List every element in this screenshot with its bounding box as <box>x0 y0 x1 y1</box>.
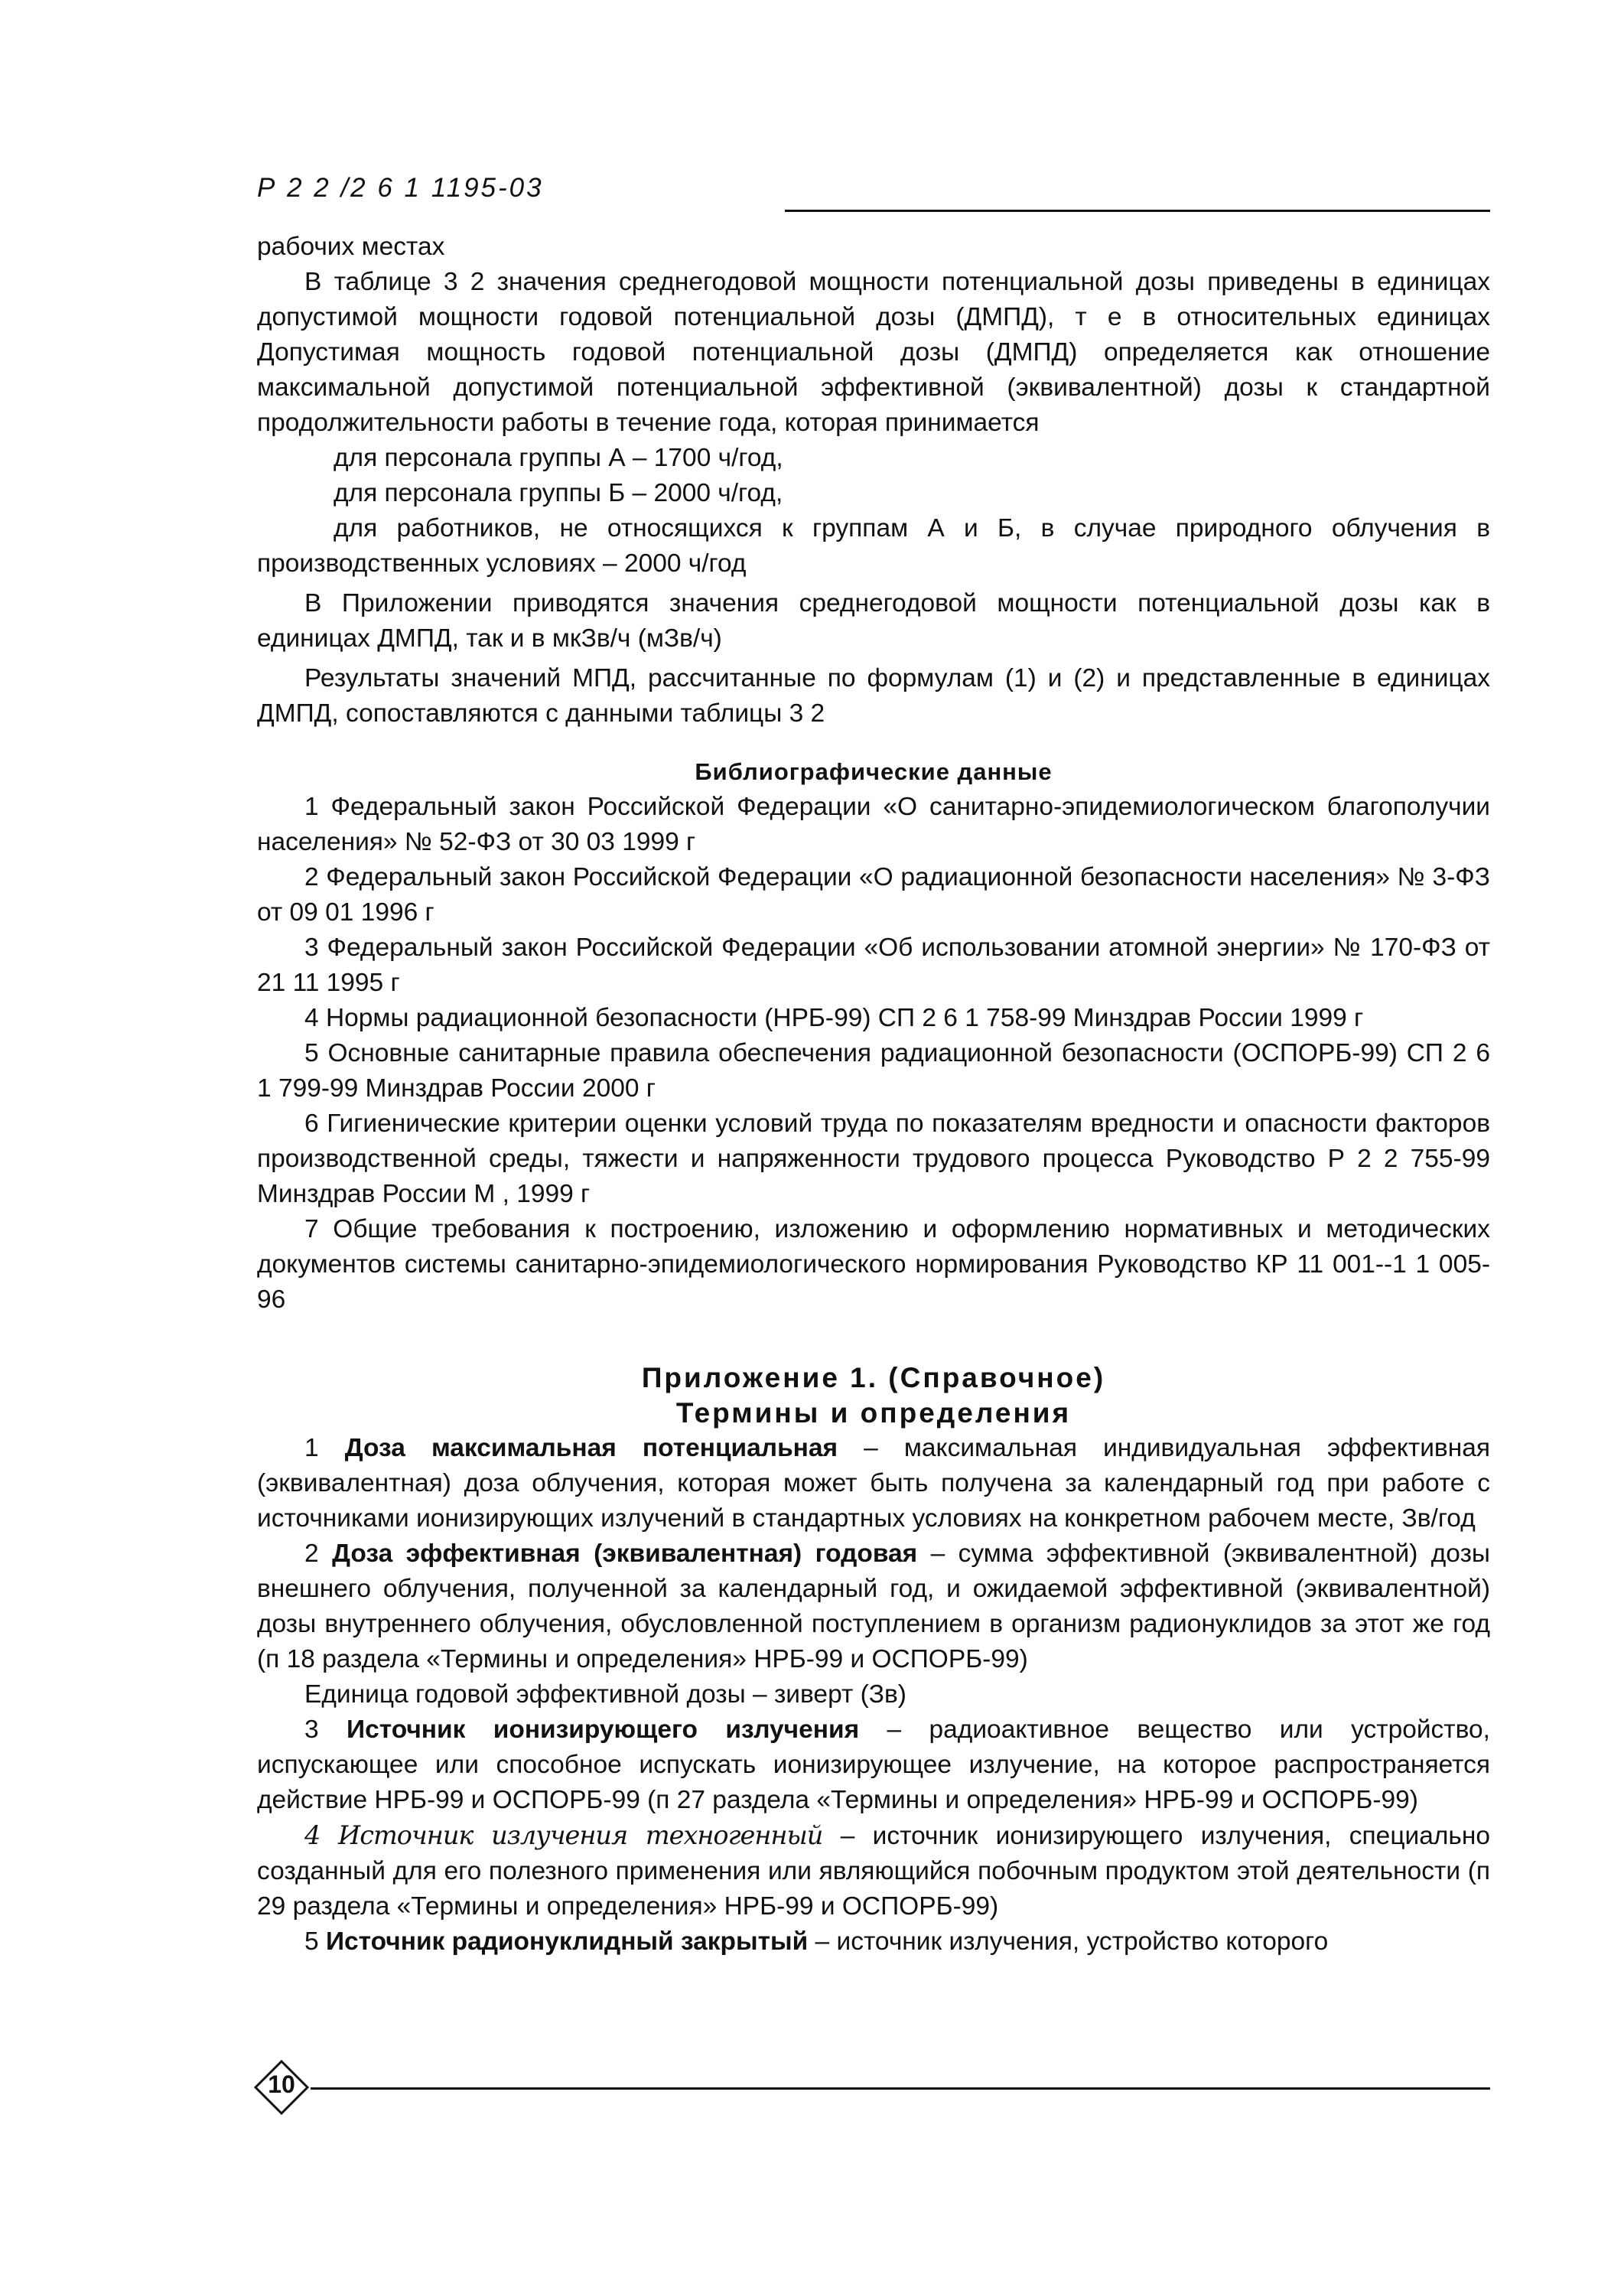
term-text: – максимальная индивидуальная эффективная (эквивалентная) доза облучения, которая может быть получена за календарный год при работе с источниками ионизирующих излучений в стандартных условиях на конкретном рабочем месте, Зв/год <box>257 1434 1490 1533</box>
term-text: – сумма эффективной (эквивалентной) дозы внешнего облучения, полученной за календарный год, и ожидаемой эффективной (эквивалентной) дозы внутреннего облучения, обусловленной поступлением в организм радионуклидов за этот же год (п 18 раздела «Термины и определения» НРБ-99 и ОСПОРБ-99) <box>257 1540 1491 1673</box>
page-footer <box>252 2058 1490 2119</box>
term-number: 3 <box>304 1715 319 1744</box>
handwritten-term: 4 Источник излучения техногенный <box>304 1820 823 1850</box>
bibliography-item: 7 Общие требования к построению, изложению и оформлению нормативных и методических документов системы санитарно-эпидемиологического нормирования Руководство КР 11 001--1 1 005-96 <box>257 1215 1490 1314</box>
term-text: – источник излучения, устройство которого <box>808 1927 1329 1956</box>
term-name: Источник ионизирующего излучения <box>347 1715 860 1744</box>
header-rule <box>785 210 1490 212</box>
document-code: Р 2 2 /2 6 1 1195-03 <box>257 173 544 203</box>
term-definition-1 <box>257 1431 1490 1536</box>
intro-paragraph-3: Результаты значений МПД, рассчитанные по формулам (1) и (2) и представленные в единицах ДМПД, сопоставляются с данными таблицы 3 2 <box>257 664 1490 728</box>
term-text: – источник ионизирующего излучения, специально созданный для его полезного применения или являющийся побочным продуктом этой деятельности (п 29 раздела «Термины и определения» НРБ-99 и ОСПОРБ-99) <box>257 1822 1490 1921</box>
bibliography-item: 1 Федеральный закон Российской Федерации «О санитарно-эпидемиологическом благополучии населения» № 52-ФЗ от 30 03 1999 г <box>257 793 1490 856</box>
term-number: 2 <box>304 1540 319 1568</box>
intro-paragraph-2: В Приложении приводятся значения среднегодовой мощности потенциальной дозы как в единицах ДМПД, так и в мкЗв/ч (мЗв/ч) <box>257 589 1490 653</box>
bibliography-item: 6 Гигиенические критерии оценки условий труда по показателям вредности и опасности факторов производственной среды, тяжести и напряженности трудового процесса Руководство Р 2 2 755-99 Минздрав России М , 1999 г <box>257 1109 1490 1208</box>
page-number: 10 <box>268 2071 295 2098</box>
page-content <box>257 230 1490 1960</box>
term-number: 1 <box>304 1434 319 1462</box>
footer-rule <box>311 2087 1490 2090</box>
intro-continuation: рабочих местах <box>257 233 445 261</box>
term-definition-2 <box>257 1536 1490 1677</box>
appendix-heading: Приложение 1. (Справочное) <box>641 1362 1106 1393</box>
bibliography-item: 3 Федеральный закон Российской Федерации «Об использовании атомной энергии» № 170-ФЗ от 21 11 1995 г <box>257 933 1490 997</box>
bibliography-item: 5 Основные санитарные правила обеспечения радиационной безопасности (ОСПОРБ-99) СП 2 6 1 799-99 Минздрав России 2000 г <box>257 1039 1490 1103</box>
term-text: – радиоактивное вещество или устройство, испускающее или способное испускать ионизирующее излучение, на которое распространяется действие НРБ-99 и ОСПОРБ-99 (п 27 раздела «Термины и определения» НРБ-99 и ОСПОРБ-99) <box>257 1715 1490 1814</box>
term-name: Доза максимальная потенциальная <box>344 1434 838 1462</box>
term-unit-note: Единица годовой эффективной дозы – зиверт (Зв) <box>304 1680 906 1709</box>
term-definition-5 <box>257 1924 1490 1960</box>
bibliography-item: 4 Нормы радиационной безопасности (НРБ-99) СП 2 6 1 758-99 Минздрав России 1999 г <box>304 1004 1364 1032</box>
intro-list-item-b: для персонала группы Б – 2000 ч/год, <box>334 479 783 507</box>
intro-list-item-a: для персонала группы А – 1700 ч/год, <box>334 444 783 472</box>
term-definition-4 <box>257 1818 1490 1924</box>
appendix-subheading: Термины и определения <box>675 1397 1072 1429</box>
term-number: 5 <box>304 1927 319 1956</box>
bibliography-heading: Библиографические данные <box>695 758 1053 785</box>
page-header <box>257 173 1490 216</box>
intro-list-item-other: для работников, не относящихся к группам А и Б, в случае природного облучения в производственных условиях – 2000 ч/год <box>257 514 1490 578</box>
term-name: Доза эффективная (эквивалентная) годовая <box>332 1540 918 1568</box>
bibliography-item: 2 Федеральный закон Российской Федерации «О радиационной безопасности населения» № 3-ФЗ от 09 01 1996 г <box>257 863 1490 927</box>
term-name: Источник радионуклидный закрытый <box>325 1927 809 1956</box>
term-definition-3 <box>257 1712 1490 1818</box>
intro-paragraph-1: В таблице 3 2 значения среднегодовой мощности потенциальной дозы приведены в единицах допустимой мощности годовой потенциальной дозы (ДМПД), т е в относительных единицах Допустимая мощность годовой потенциальной дозы (ДМПД) определяется как отношение максимальной допустимой потенциальной эффективной (эквивалентной) дозы к стандартной продолжительности работы в течение года, которая принимается <box>257 268 1490 437</box>
